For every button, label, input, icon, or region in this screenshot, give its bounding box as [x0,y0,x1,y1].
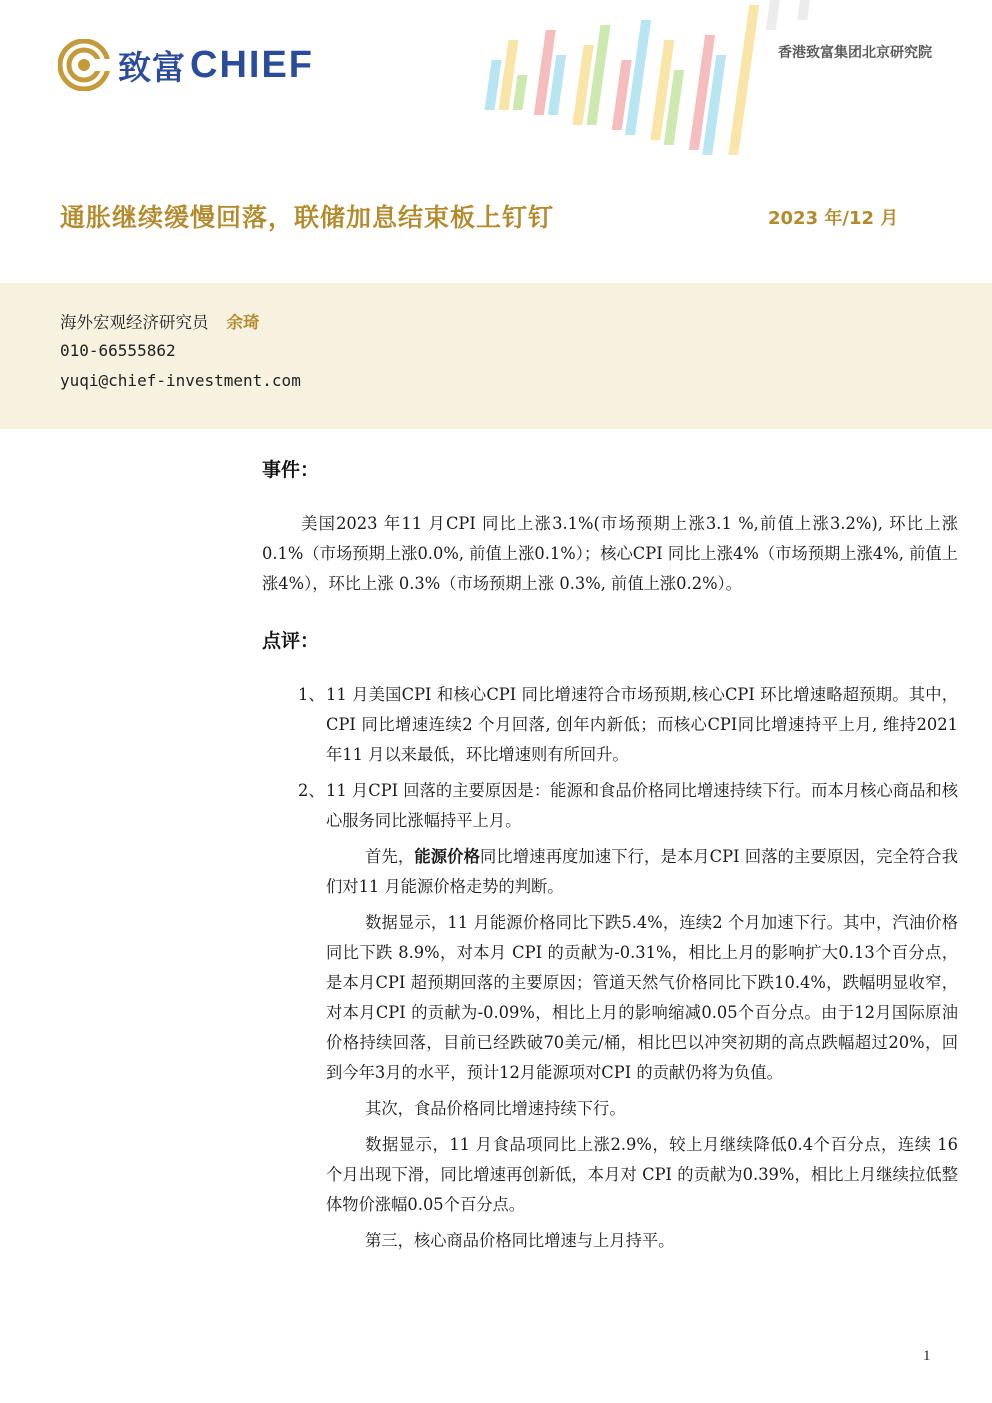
author-role-line [60,309,260,333]
page-number: 1 [923,1348,931,1364]
logo-text-cn: 致富 [118,47,186,87]
author-info-box [0,283,992,429]
author-role: 海外宏观经济研究员 [60,313,209,332]
event-heading: 事件： [262,459,320,481]
event-paragraph: 美国2023 年11 月CPI 同比上涨3.1%(市场预期上涨3.1 %,前值上涨3.2%), 环比上涨0.1%（市场预期上涨0.0%, 前值上涨0.1%）；核心CPI 同比上涨4%（市场预期上涨4%, 前值上涨4%），环比上涨 0.3%（市场预期上涨 0.3%, 前值上涨0.2%）。 [262,514,958,593]
energy-data-paragraph: 数据显示，11 月能源价格同比下跌5.4%，连续2 个月加速下行。其中，汽油价格同比下跌 8.9%，对本月 CPI 的贡献为-0.31%，相比上月的影响扩大0.13个百分点，是本月CPI 超预期回落的主要原因；管道天然气价格同比下跌10.4%，跌幅明显收窄，对本月CPI 的贡献为-0.09%，相比上月的影响缩减0.05个百分点。由于12月国际原油价格持续回落，目前已经跌破70美元/桶，相比巴以冲突初期的高点跌幅超过20%，回到今年3月的水平，预计12月能源项对CPI 的贡献仍将为负值。 [326,913,958,1082]
core-goods-paragraph: 第三，核心商品价格同比增速与上月持平。 [365,1231,675,1250]
chief-logo [58,38,314,92]
review-item-2-text: 11 月CPI 回落的主要原因是：能源和食品价格同比增速持续下行。而本月核心商品和核心服务同比涨幅持平上月。 [326,781,958,830]
energy-intro-rest: 同比增速再度加速下行，是本月CPI 回落的主要原因，完全符合我们对11 月能源价格走势的判断。 [326,847,958,896]
list-number: 2、 [298,781,325,800]
food-data-paragraph: 数据显示，11 月食品项同比上涨2.9%，较上月继续降低0.4个百分点，连续 16 个月出现下滑，同比增速再创新低，本月对 CPI 的贡献为0.39%，相比上月继续拉低整体物价涨幅0.05个百分点。 [326,1135,958,1214]
author-email[interactable]: yuqi@chief-investment.com [60,371,301,390]
energy-price-bold: 能源价格 [414,847,480,866]
energy-intro-prefix: 首先， [365,847,415,866]
review-item-2 [262,776,958,836]
review-item-1-text: 11 月美国CPI 和核心CPI 同比增速符合市场预期,核心CPI 环比增速略超预期。其中，CPI 同比增速连续2 个月回落, 创年内新低；而核心CPI同比增速持平上月, 维持2021 年11 月以来最低，环比增速则有所回升。 [326,685,958,764]
logo-text-en: CHIEF [190,43,314,86]
author-phone: 010-66555862 [60,341,176,360]
list-number: 1、 [298,685,325,704]
institute-name: 香港致富集团北京研究院 [778,45,932,61]
energy-intro-paragraph [262,842,958,902]
author-name: 余琦 [226,313,260,332]
review-heading: 点评： [262,630,320,652]
report-title: 通胀继续缓慢回落，联储加息结束板上钉钉 [60,203,555,232]
report-body [262,455,958,1256]
chief-logo-icon [58,39,110,91]
review-item-1 [262,680,958,770]
report-date: 2023 年/12 月 [768,208,899,229]
page-header [0,0,992,283]
food-intro-paragraph: 其次，食品价格同比增速持续下行。 [365,1099,626,1118]
